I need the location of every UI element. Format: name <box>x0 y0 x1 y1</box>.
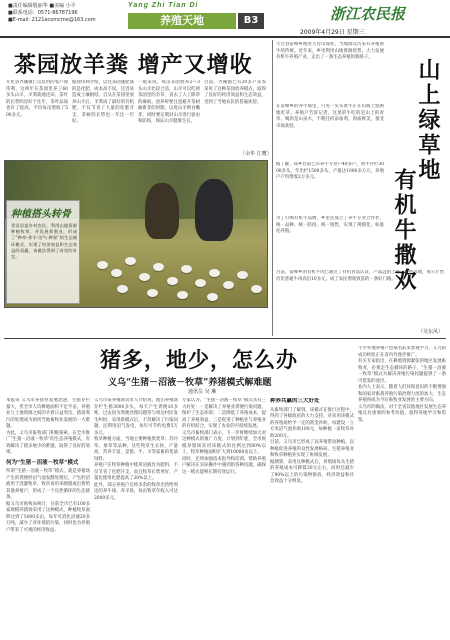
lead-col-4: 目前，齐溪镇已有20多户茶农采用了这种茶园放养模式，取得了良好的经济效益和生态效益，受到了当地农民的普遍欢迎。 <box>204 80 266 105</box>
right-para-3: 据了解，该乡目前已有养牛专业户40多户，黄牛存栏3000多头，年出栏1500多头，产值达1000多万元，养殖户户均增收2万多元。 <box>276 162 384 180</box>
paragraph: 养殖户在牧草种植中使用沼液作为肥料，不仅节省了化肥开支，而且牧草长势更好，产量比使用化肥提高了20%以上。 <box>94 463 178 481</box>
feature-col-3 <box>182 398 266 638</box>
right-para-1: 天台县雷峰乡地处天台山深处，当地群众历来有养殖黄牛的传统。近年来，乡里利用山地资源优势，大力发展有机牛养殖产业，走出了一条生态养殖的新路子。 <box>276 42 384 60</box>
feature-col-4 <box>270 398 354 638</box>
right-byline: （吴东风） <box>418 329 444 335</box>
paragraph: 义乌市某养殖场负责人介绍说，他们养殖场存栏生猪3000多头，每天产生粪便10多吨，过去因为粪便处理问题常与周边村民发生纠纷，采用新模式后，不但解决了污染问题，还利用沼气发电，每年可节约电费5万多元。 <box>94 398 178 436</box>
paragraph: 据义乌市畜牧局统计，目前全市已有100多家规模养猪场采用了这种模式，种植牧草面积达到了5000多亩，每年可消化沼液20多万吨，减少了对环境的污染，同时也为养殖户带来了可观的经济收益。 <box>6 501 90 533</box>
paragraph: 有关专家指出，在耕地资源紧张的地区发展畜牧业，必须走生态循环的路子，“生猪－沼液－牧草”模式为解决养殖污染问题提供了一条可借鉴的途径。 <box>358 359 446 384</box>
page-header <box>0 0 450 38</box>
sheep <box>177 291 188 299</box>
paragraph: 专家认为，“生猪－沼液－牧草”模式具有三大好处：一是解决了养殖业粪便污染问题，保护了生态环境；二是降低了养殖成本，提高了养殖效益；三是促进了种植业与养殖业的有机结合，实现了农业的可持续发展。 <box>182 398 266 429</box>
paragraph: 不少外地养殖户也慕名前来参观学习，义乌的成功经验正在省内外逐步推广。 <box>358 346 446 358</box>
phone-line: ■联系电话：0571-86787196 <box>8 10 78 16</box>
paragraph: 同时，还将加强技术指导和培训，帮助养殖户解决在实际操作中遇到的各种问题，确保这一模式能够长期有效运行。 <box>182 456 266 475</box>
lead-col-1: 开化县齐溪镇仁宗坑村的农户徐伟利，这两年在茶园里养了60多头山羊，羊粪就地还田，茶叶的长势明显好于往年，茶叶品质也有了提高，平均每亩增收了500多元。 <box>6 80 68 118</box>
sidebar-text: 青田县某乡村农民，利用山地资源种植牧草，并发展养殖业，形成了“种草-养羊-沼气-种果”的生态循环模式，实现了经济效益和生态效益的双赢，该做法得到了省里的肯定。 <box>11 223 77 260</box>
paragraph: 义乌市畜牧部门表示，下一步将继续加大对这种模式的推广力度，计划到年底，全市规模养猪场采用该模式的比例达到80%以上，牧草种植面积扩大到10000亩以上。 <box>182 430 266 455</box>
sheep <box>181 265 192 273</box>
newspaper-logo: 浙江农民报 <box>330 5 406 23</box>
subhead-benefits: 种养共赢的三大好处 <box>270 398 320 404</box>
sheep <box>117 285 128 293</box>
section-title: 养殖天地 <box>128 13 236 29</box>
sheep <box>251 285 262 293</box>
feature-col-5 <box>358 346 446 638</box>
section-separator <box>4 338 446 339</box>
lead-col-3: 一般来说，每亩茶园放养2～3头山羊比较合适，山羊可以吃掉茶园里的杂草，省去了人工除草的麻烦。放养时要注意避开茶树抽新芽的时期，以免山羊啃食嫩芽。同时要定期对山羊进行驱虫和防疫，保证山羊健康生长。 <box>138 80 200 124</box>
sheep <box>195 279 206 287</box>
right-para-4: 为了打响有机牛品牌，乡里还成立了养牛专业合作社，统一品种、统一防疫、统一销售，实现了规模化、标准化养殖。 <box>276 216 384 234</box>
sheep <box>237 271 248 279</box>
person-right <box>195 179 233 241</box>
feature-col-2 <box>94 398 178 638</box>
sheep <box>125 257 136 265</box>
sheep <box>207 293 218 301</box>
right-para-5: 目前，雷峰乡的有机牛肉已通过了有机食品认证，产品远销上海、杭州等地，每公斤售价比普通牛肉高出10多元，成了农民增收致富的一条好门路。 <box>276 270 444 282</box>
paragraph: 所谓“生猪－沼液－牧草”模式，就是养猪场产生的粪便经沼气池发酵处理后，产生的沼液用于浇灌牧草，牧草再用来喂猪或出售给其他养殖户，形成了一个良性循环的生态链条。 <box>6 469 90 500</box>
feature-col-1 <box>6 398 90 638</box>
sheep <box>153 263 164 271</box>
sidebar-box <box>6 200 80 304</box>
paragraph: 为此，义乌市畜牧部门积极探索，在全市推广“生猪－沼液－牧草”的生态养殖模式，有效解决了猪多地少的难题，取得了良好的效果。 <box>6 430 90 455</box>
issue-date: 2009年4月29日 星期三 <box>300 29 365 36</box>
paragraph: 义乌市的做法，对于全省其他地区发展生态养殖具有重要的参考价值，值得各地学习和借鉴。 <box>358 404 446 423</box>
page-number: B3 <box>238 13 264 29</box>
paragraph: 目前，义乌市已形成了以养殖带动种植、以种植促进养殖的良性发展格局，生猪养殖业和牧草种植业实现了协调发展。 <box>270 440 354 458</box>
right-para-2: 在雷峰乡的养牛场里，只见一头头黄牛正在山坡上悠闲地吃草。养殖户告诉记者，这里的牛吃的是山上的青草，喝的是山泉水，不喂任何添加剂，肉质鲜美，很受市场欢迎。 <box>276 104 384 129</box>
editor-line: ■责任编辑殷丽华 ■美编 小平 <box>8 3 76 9</box>
sheep <box>209 269 220 277</box>
sidebar-title: 种植搭头转骨 <box>11 209 71 220</box>
sheep <box>167 277 178 285</box>
section-pinyin: Yang Zhi Tian Di <box>128 2 199 9</box>
lead-headline: 茶园放羊粪 增产又增收 <box>14 53 253 78</box>
paragraph: 此外，部分养殖户还将多余的牧草出售给周边的养牛场、养羊场，每亩牧草年收入可达2000多元。 <box>94 482 178 501</box>
paragraph: 从畜牧部门了解到，该模式在推行过程中，得到了各级政府的大力支持，对采用该模式的养殖场给予一定的资金补助，每建设一立方米沼气池补助100元，每种植一亩牧草补助200元。 <box>270 407 354 439</box>
paragraph: 本报讯 义乌市养猪业发展迅速，生猪存栏量大，但全市人均耕地面积不足半亩，养殖业与土地资源之间的矛盾日益突出，猪场粪污的处理成为困扰当地畜牧业发展的一大难题。 <box>6 398 90 429</box>
sheep <box>97 261 108 269</box>
lead-byline: （余华 江鹰） <box>240 151 272 157</box>
paragraph: 据测算，采用这种模式后，养殖场每头生猪的养殖成本可降低30元左右，同时还减少了90%以上的污染物排放，经济效益和社会效益十分明显。 <box>270 459 354 484</box>
email-line: ■E-mail: 2121acomcme@163.com <box>8 17 96 23</box>
person-left <box>145 183 179 239</box>
feature-headline: 猪多，地少，怎么办 <box>100 348 298 372</box>
sheep <box>139 273 150 281</box>
sheep <box>111 269 122 277</box>
right-title-a: 山上绿草地 <box>415 58 440 183</box>
column-divider <box>272 40 273 336</box>
subhead-model: 何为“生猪－沼液－牧草”模式 <box>6 459 79 466</box>
lead-col-2: 据徐伟利介绍，以往茶园施肥靠的是化肥，成本高不说，还容易造成土壤板结。自从在茶园里放养山羊后，羊粪成了最好的有机肥，不仅节省了大量的化肥开支，茶树的长势也一年比一年好。 <box>72 80 134 124</box>
right-title-b: 有机牛撒欢 <box>391 168 416 293</box>
editor-info <box>8 3 96 24</box>
feature-byline: 通讯员 吴 琳 <box>188 389 217 395</box>
paragraph: 牧草种植方面，当地主要种植黑麦草、苏丹草、象草等品种，这些牧草生长快、产量高，营养丰富，是猪、牛、羊等家畜的优质饲料。 <box>94 437 178 462</box>
feature-subtitle: 义乌“生猪－沼液－牧草”养猪模式解难题 <box>108 378 272 388</box>
sheep <box>147 289 158 297</box>
paragraph: 业内人士表示，随着人们环保意识的不断增强和国家对畜禽养殖污染治理力度的加大，生态养殖将成为今后畜牧业发展的主要方向。 <box>358 385 446 403</box>
sheep <box>223 281 234 289</box>
